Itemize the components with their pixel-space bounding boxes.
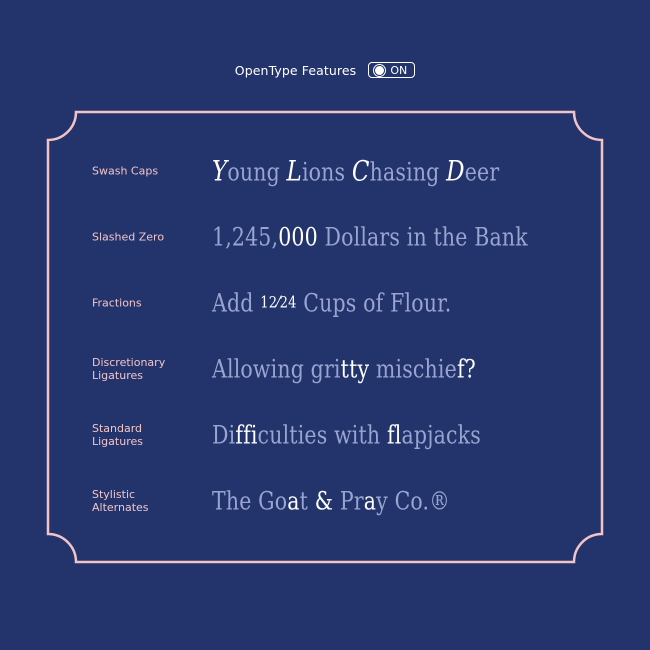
feature-glyph-plain: The Go bbox=[212, 486, 288, 516]
feature-label: Swash Caps bbox=[92, 164, 159, 178]
feature-row bbox=[0, 405, 650, 465]
feature-row bbox=[0, 207, 650, 267]
feature-glyph-highlight: 000 bbox=[278, 222, 318, 252]
feature-glyph-plain: Di bbox=[212, 420, 236, 450]
toggle-state-label: ON bbox=[390, 63, 408, 77]
feature-label: Stylistic Alternates bbox=[92, 488, 149, 514]
feature-glyph-highlight: ffi bbox=[235, 420, 258, 450]
feature-glyph-highlight: fl bbox=[386, 420, 402, 450]
feature-glyph-plain: 1,245, bbox=[212, 222, 279, 252]
feature-glyph-highlight: & bbox=[314, 486, 334, 516]
feature-glyph-highlight: a bbox=[363, 486, 377, 516]
feature-sample-text bbox=[212, 355, 476, 384]
feature-glyph-plain: Cups of Flour. bbox=[296, 288, 452, 318]
feature-glyph-plain: culties with bbox=[257, 420, 387, 450]
feature-glyph-plain: eer bbox=[464, 157, 500, 187]
feature-glyph-plain: t bbox=[299, 486, 315, 516]
feature-row bbox=[0, 273, 650, 333]
feature-row bbox=[0, 141, 650, 201]
feature-glyph-plain: apjacks bbox=[401, 420, 481, 450]
opentype-features-label: OpenType Features bbox=[234, 62, 357, 78]
feature-glyph-highlight: C bbox=[351, 154, 370, 188]
feature-label: Discretionary Ligatures bbox=[92, 356, 166, 382]
feature-label: Fractions bbox=[92, 296, 142, 310]
feature-row bbox=[0, 471, 650, 531]
feature-label: Slashed Zero bbox=[92, 230, 165, 244]
feature-glyph-highlight: Y bbox=[212, 154, 228, 188]
feature-glyph-highlight: L bbox=[286, 154, 302, 188]
feature-label: Standard Ligatures bbox=[92, 422, 143, 448]
feature-glyph-plain: hasing bbox=[369, 157, 447, 187]
feature-sample-text bbox=[212, 421, 481, 450]
feature-glyph-plain: Dollars in the Bank bbox=[317, 222, 528, 252]
feature-glyph-highlight: a bbox=[287, 486, 300, 516]
feature-glyph-plain: Pr bbox=[333, 486, 364, 516]
feature-sample-text bbox=[212, 223, 528, 252]
feature-sample-text bbox=[212, 487, 450, 516]
feature-sample-text bbox=[212, 289, 451, 318]
feature-sample-text bbox=[212, 155, 499, 188]
feature-glyph-highlight: 12⁄24 bbox=[260, 292, 297, 312]
feature-glyph-plain: Add bbox=[212, 288, 261, 318]
feature-glyph-plain: y Co.® bbox=[376, 486, 450, 516]
feature-glyph-plain: ions bbox=[301, 157, 352, 187]
feature-glyph-highlight: f? bbox=[456, 354, 476, 384]
feature-glyph-highlight: tty bbox=[340, 354, 370, 384]
feature-glyph-plain: oung bbox=[227, 157, 287, 187]
feature-glyph-highlight: D bbox=[446, 154, 465, 188]
feature-glyph-plain: Allowing gri bbox=[212, 354, 341, 384]
feature-glyph-plain: mischie bbox=[369, 354, 457, 384]
feature-row bbox=[0, 339, 650, 399]
